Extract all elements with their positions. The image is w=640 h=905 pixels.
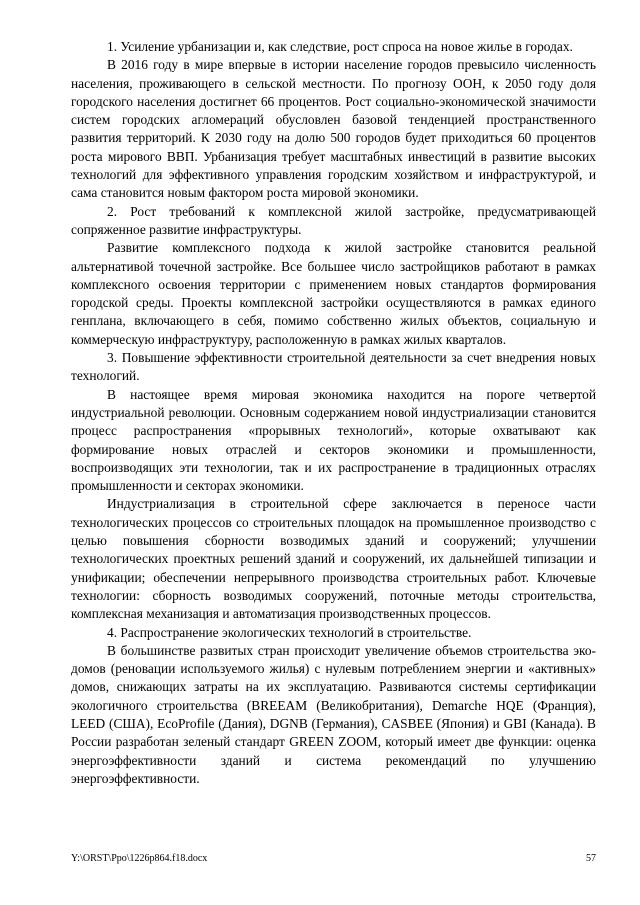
paragraph-heading-1: 1. Усиление урбанизации и, как следствие, рост спроса на новое жилье в городах. [107, 39, 573, 54]
paragraph-heading-2: 2. Рост требований к комплексной жилой застройке, предусматривающей сопряженное развитие инфраструктуры. [71, 203, 596, 237]
paragraph: Развитие комплексного подхода к жилой застройке становится реальной альтернативой точечной застройке. Все большее число застройщиков работают в рамках комплексного освоения территории с применением новых стандартов формирования городской среды. Проекты комплексной застройки осуществляются в рамках единого генплана, включающего в себя, помимо собственно жилых объектов, социальную и коммерческую инфраструктуру, расположенную в рамках жилых кварталов. [71, 240, 596, 347]
body-text [71, 38, 596, 788]
paragraph: В большинстве развитых стран происходит увеличение объемов строительства эко-домов (реновации используемого жилья) с нулевым потреблением энергии и «активных» домов, снижающих затраты на их эксплуатацию. Развиваются системы сертификации экологичного строительства (BREEAM (Великобритания), Demarche HQE (Франция), LEED (США), EcoProfile (Дания), DGNB (Германия), CASBEE (Япония) и GBI (Канада). В России разработан зеленый стандарт GREEN ZOOM, который имеет две функции: оценка энергоэффективности зданий и система рекомендаций по улучшению энергоэффективности. [71, 642, 596, 786]
paragraph-heading-3: 3. Повышение эффективности строительной деятельности за счет внедрения новых технологий. [71, 350, 596, 384]
page-number: 57 [586, 853, 596, 864]
paragraph-heading-4: 4. Распространение экологических технологий в строительстве. [107, 624, 472, 640]
paragraph: Индустриализация в строительной сфере заключается в переносе части технологических процессов со строительных площадок на промышленное производство с целью повышения сборности возводимых зданий и сооружений; улучшении технологических проектных решений зданий и сооружений, их дальнейшей типизации и унификации; обеспечении непрерывного производства строительных работ. Ключевые технологии: сборность возводимых сооружений, поточные методы строительства, комплексная механизация и автоматизация производственных процессов. [71, 496, 596, 622]
paragraph: В 2016 году в мире впервые в истории население городов превысило численность населения, проживающего в сельской местности. По прогнозу ООН, к 2050 году доля городского населения достигнет 66 процентов. Рост социально-экономической значимости систем городских агломераций обусловлен базовой тенденцией пространственного развития территорий. К 2030 году на долю 500 городов будет приходиться 60 процентов роста мирового ВВП. Урбанизация требует масштабных инвестиций в развитие высоких технологий для эффективного управления городским хозяйством и инфраструктурой, и сама становится новым фактором роста мировой экономики. [71, 57, 596, 201]
paragraph: В настоящее время мировая экономика находится на пороге четвертой индустриальной революции. Основным содержанием новой индустриализации становится процесс распространения «прорывных технологий», которые охватывают как формирование новых отраслей и секторов экономики и промышленности, воспроизводящих эти технологии, так и их распространение в традиционных отраслях промышленности и секторах экономики. [71, 386, 596, 494]
page-footer [71, 853, 596, 864]
footer-file-path: Y:\ORST\Ppo\1226p864.f18.docx [71, 853, 208, 864]
